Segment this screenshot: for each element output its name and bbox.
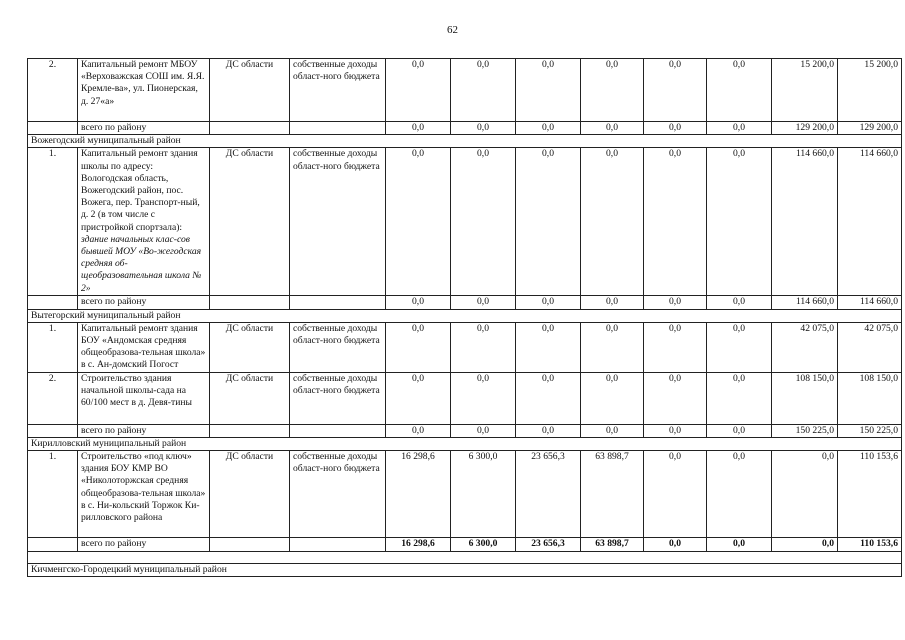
- total-value-cell: 16 298,6: [386, 538, 451, 552]
- empty-cell: [210, 538, 290, 552]
- total-value-cell: 0,0: [644, 296, 707, 309]
- value-cell: 0,0: [581, 148, 644, 296]
- funding-source-cell: собственные доходы област-ного бюджета: [290, 148, 386, 296]
- district-name: Вытегорский муниципальный район: [28, 309, 902, 322]
- total-value-cell: 0,0: [644, 424, 707, 437]
- total-value-cell: 150 225,0: [772, 424, 838, 437]
- total-value-cell: 0,0: [516, 296, 581, 309]
- object-name: [78, 372, 210, 424]
- district-name: Кирилловский муниципальный район: [28, 437, 902, 450]
- value-cell: 0,0: [516, 148, 581, 296]
- total-value-cell: 114 660,0: [838, 296, 902, 309]
- total-value-cell: 110 153,6: [838, 538, 902, 552]
- value-cell: 0,0: [386, 372, 451, 424]
- value-cell: 0,0: [707, 148, 772, 296]
- value-cell: 0,0: [644, 59, 707, 122]
- total-value-cell: 129 200,0: [838, 122, 902, 135]
- empty-cell: [290, 424, 386, 437]
- total-value-cell: 0,0: [772, 538, 838, 552]
- total-value-cell: 23 656,3: [516, 538, 581, 552]
- total-label: всего по району: [78, 424, 210, 437]
- total-value-cell: 114 660,0: [772, 296, 838, 309]
- funding-source-cell: собственные доходы област-ного бюджета: [290, 322, 386, 372]
- total-value-cell: 0,0: [516, 424, 581, 437]
- row-number: 1.: [28, 322, 78, 372]
- funding-source-cell: собственные доходы област-ного бюджета: [290, 372, 386, 424]
- object-name-text: Строительство «под ключ» здания БОУ КМР ВО «Николоторжская средняя общеобразова-тельная школа» в с. Ни-кольский Торжок Ки-рилловского района: [81, 451, 206, 524]
- value-cell: 114 660,0: [838, 148, 902, 296]
- table-body: [28, 59, 902, 577]
- total-value-cell: 0,0: [451, 296, 516, 309]
- customer-cell: ДС области: [210, 59, 290, 122]
- value-cell: 0,0: [581, 322, 644, 372]
- value-cell: 0,0: [516, 59, 581, 122]
- total-value-cell: 0,0: [451, 424, 516, 437]
- district-header-row: [28, 135, 902, 148]
- empty-cell: [290, 538, 386, 552]
- customer-cell: ДС области: [210, 451, 290, 538]
- district-name: Кичменгско-Городецкий муниципальный район: [28, 564, 902, 577]
- empty-cell: [210, 122, 290, 135]
- value-cell: 0,0: [386, 148, 451, 296]
- total-value-cell: 0,0: [581, 296, 644, 309]
- empty-cell: [28, 538, 78, 552]
- value-cell: 0,0: [707, 372, 772, 424]
- total-row: [28, 122, 902, 135]
- empty-cell: [210, 296, 290, 309]
- value-cell: 0,0: [581, 59, 644, 122]
- total-value-cell: 0,0: [707, 424, 772, 437]
- value-cell: 0,0: [581, 372, 644, 424]
- value-cell: 0,0: [516, 372, 581, 424]
- value-cell: 15 200,0: [772, 59, 838, 122]
- value-cell: 42 075,0: [772, 322, 838, 372]
- total-value-cell: 0,0: [707, 296, 772, 309]
- total-label: всего по району: [78, 538, 210, 552]
- value-cell: 16 298,6: [386, 451, 451, 538]
- total-label: всего по району: [78, 122, 210, 135]
- row-number: 2.: [28, 59, 78, 122]
- district-name: Вожегодский муниципальный район: [28, 135, 902, 148]
- value-cell: 0,0: [451, 59, 516, 122]
- object-name-text: Капитальный ремонт МБОУ «Верховажская СОШ им. Я.Я. Кремле-ва», ул. Пионерская, д. 27«а»: [81, 59, 205, 107]
- investment-table: [27, 58, 902, 577]
- spacer-cell: [28, 552, 902, 564]
- object-name-text: Капитальный ремонт здания БОУ «Андомская средняя общеобразова-тельная школа» в с. Ан-домский Погост: [81, 322, 206, 371]
- total-value-cell: 63 898,7: [581, 538, 644, 552]
- value-cell: 42 075,0: [838, 322, 902, 372]
- total-value-cell: 150 225,0: [838, 424, 902, 437]
- total-value-cell: 0,0: [581, 424, 644, 437]
- customer-cell: ДС области: [210, 372, 290, 424]
- value-cell: 0,0: [451, 148, 516, 296]
- funding-source-cell: собственные доходы област-ного бюджета: [290, 59, 386, 122]
- value-cell: 63 898,7: [581, 451, 644, 538]
- district-header-row: [28, 437, 902, 450]
- row-number: 1.: [28, 451, 78, 538]
- customer-cell: ДС области: [210, 148, 290, 296]
- spacer-row: [28, 552, 902, 564]
- total-value-cell: 0,0: [644, 122, 707, 135]
- total-value-cell: 129 200,0: [772, 122, 838, 135]
- value-cell: 0,0: [707, 59, 772, 122]
- object-name-text: Капитальный ремонт здания школы по адресу: Вологодская область, Вожегодский район, пос. Вожега, пер. Транспорт-ный, д. 2 (в том числе с пристройкой спортзала):: [81, 148, 200, 233]
- value-cell: 0,0: [451, 372, 516, 424]
- value-cell: 0,0: [386, 322, 451, 372]
- object-note: здание начальных клас-сов бывшей МОУ «Во-жегодская средняя об-щеобразовательная школа № 2»: [81, 233, 202, 294]
- value-cell: 0,0: [707, 451, 772, 538]
- page-number: 62: [447, 24, 458, 36]
- value-cell: 6 300,0: [451, 451, 516, 538]
- total-value-cell: 0,0: [707, 122, 772, 135]
- value-cell: 0,0: [644, 322, 707, 372]
- value-cell: 0,0: [644, 148, 707, 296]
- empty-cell: [28, 424, 78, 437]
- district-header-row: [28, 564, 902, 577]
- value-cell: 108 150,0: [838, 372, 902, 424]
- row-number: 2.: [28, 372, 78, 424]
- total-row: [28, 424, 902, 437]
- customer-cell: ДС области: [210, 322, 290, 372]
- value-cell: 23 656,3: [516, 451, 581, 538]
- total-label: всего по району: [78, 296, 210, 309]
- total-value-cell: 0,0: [386, 424, 451, 437]
- value-cell: 0,0: [644, 372, 707, 424]
- object-name-text: Строительство здания начальной школы-сада на 60/100 мест в д. Девя-тины: [81, 372, 192, 409]
- value-cell: 0,0: [386, 59, 451, 122]
- district-header-row: [28, 309, 902, 322]
- empty-cell: [290, 122, 386, 135]
- total-value-cell: 0,0: [451, 122, 516, 135]
- object-name: [78, 322, 210, 372]
- empty-cell: [210, 424, 290, 437]
- value-cell: 0,0: [516, 322, 581, 372]
- object-name: [78, 451, 210, 538]
- total-value-cell: 0,0: [516, 122, 581, 135]
- empty-cell: [290, 296, 386, 309]
- value-cell: 15 200,0: [838, 59, 902, 122]
- table-row: [28, 148, 902, 296]
- table-row: [28, 372, 902, 424]
- total-value-cell: 0,0: [581, 122, 644, 135]
- funding-source-cell: собственные доходы област-ного бюджета: [290, 451, 386, 538]
- table-row: [28, 451, 902, 538]
- value-cell: 0,0: [644, 451, 707, 538]
- value-cell: 114 660,0: [772, 148, 838, 296]
- total-value-cell: 0,0: [386, 122, 451, 135]
- value-cell: 0,0: [707, 322, 772, 372]
- total-value-cell: 6 300,0: [451, 538, 516, 552]
- empty-cell: [28, 122, 78, 135]
- total-value-cell: 0,0: [386, 296, 451, 309]
- total-value-cell: 0,0: [707, 538, 772, 552]
- value-cell: 108 150,0: [772, 372, 838, 424]
- total-row: [28, 538, 902, 552]
- object-name: [78, 148, 210, 296]
- total-value-cell: 0,0: [644, 538, 707, 552]
- row-number: 1.: [28, 148, 78, 296]
- table-row: [28, 322, 902, 372]
- value-cell: 110 153,6: [838, 451, 902, 538]
- table-row: [28, 59, 902, 122]
- value-cell: 0,0: [451, 322, 516, 372]
- value-cell: 0,0: [772, 451, 838, 538]
- object-name: [78, 59, 210, 122]
- total-row: [28, 296, 902, 309]
- empty-cell: [28, 296, 78, 309]
